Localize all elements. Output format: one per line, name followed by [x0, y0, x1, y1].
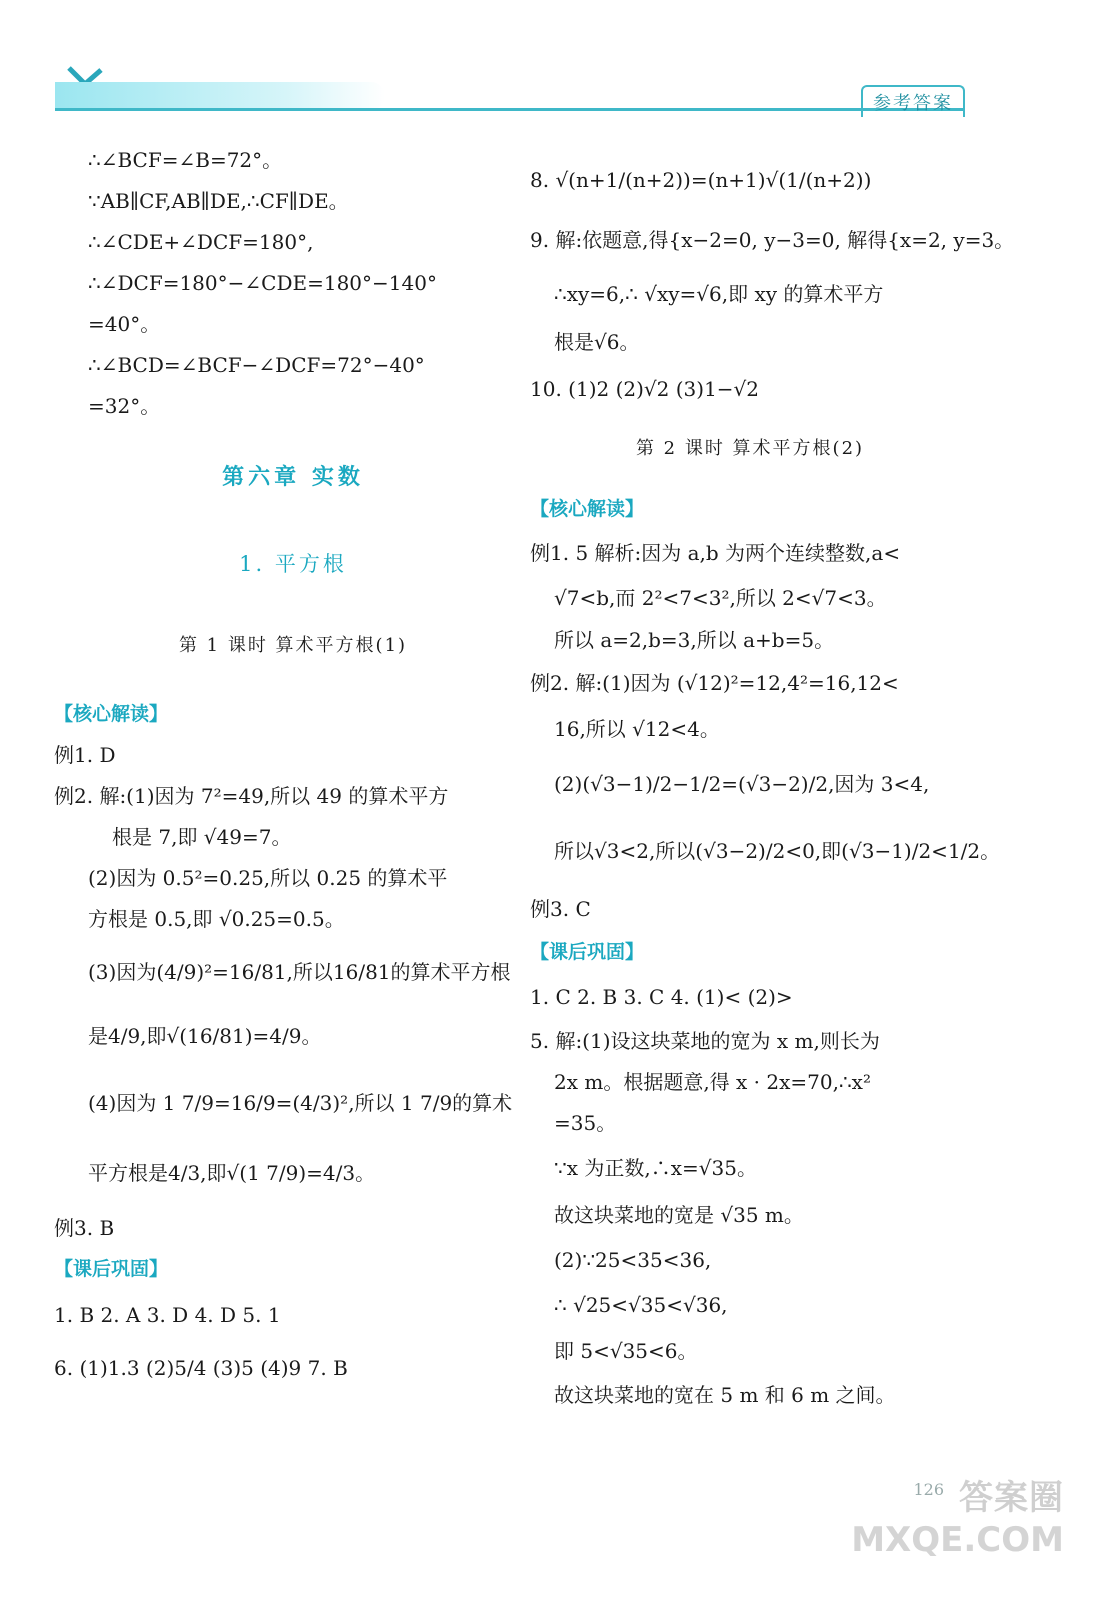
answer-5-line: 故这块菜地的宽是 √35 m。 [554, 1203, 804, 1227]
answer-5-line: ∴ √25<√35<√36, [554, 1293, 728, 1317]
text-line: =32°。 [88, 394, 161, 418]
answer-8: 8. √(n+1/(n+2))=(n+1)√(1/(n+2)) [530, 168, 872, 192]
answer-5-line: =35。 [554, 1111, 617, 1135]
example-2-line: (2)(√3−1)/2−1/2=(√3−2)/2,因为 3<4, [554, 772, 930, 796]
page-number: 126 [913, 1480, 944, 1499]
answer-5-line: 故这块菜地的宽在 5 m 和 6 m 之间。 [554, 1383, 896, 1407]
answer-5-line: ∵x 为正数,∴x=√35。 [554, 1156, 757, 1180]
answer-9-line: ∴xy=6,∴ √xy=√6,即 xy 的算术平方 [554, 282, 884, 306]
answer-9-line: 根是√6。 [554, 330, 640, 354]
text-line: ∴∠DCF=180°−∠CDE=180°−140° [88, 271, 437, 295]
answers-line: 1. C 2. B 3. C 4. (1)< (2)> [530, 985, 793, 1009]
after-class-tag: 【课后巩固】 [54, 1258, 169, 1280]
example-2-line: 根是 7,即 √49=7。 [112, 825, 292, 849]
example-2-line: (2)因为 0.5²=0.25,所以 0.25 的算术平 [88, 866, 448, 890]
text-line: =40°。 [88, 312, 161, 336]
text-line: ∵AB∥CF,AB∥DE,∴CF∥DE。 [88, 189, 349, 213]
example-2-line: 平方根是4/3,即√(1 7/9)=4/3。 [88, 1161, 376, 1185]
answer-10: 10. (1)2 (2)√2 (3)1−√2 [530, 377, 760, 401]
watermark-url: MXQE.COM [851, 1520, 1064, 1560]
example-1-line: 所以 a=2,b=3,所以 a+b=5。 [554, 628, 835, 652]
core-reading-tag: 【核心解读】 [530, 498, 645, 520]
text-line: ∴∠CDE+∠DCF=180°, [88, 230, 314, 254]
example-2-line: (4)因为 1 7/9=16/9=(4/3)²,所以 1 7/9的算术 [88, 1091, 513, 1115]
header-band [55, 82, 385, 110]
answer-5-line: 5. 解:(1)设这块菜地的宽为 x m,则长为 [530, 1029, 880, 1053]
example-1-line: 例1. 5 解析:因为 a,b 为两个连续整数,a< [530, 541, 901, 565]
answer-5-line: 2x m。根据题意,得 x · 2x=70,∴x² [554, 1070, 871, 1094]
answer-9: 9. 解:依题意,得{x−2=0, y−3=0, 解得{x=2, y=3。 [530, 228, 1015, 252]
answer-5-line: 即 5<√35<6。 [554, 1339, 698, 1363]
example-2-line: 16,所以 √12<4。 [554, 717, 720, 741]
answers-line: 6. (1)1.3 (2)5/4 (3)5 (4)9 7. B [54, 1356, 348, 1380]
example-1-line: √7<b,而 2²<7<3²,所以 2<√7<3。 [554, 586, 887, 610]
lesson-title: 第 1 课时 算术平方根(1) [178, 635, 408, 656]
watermark-logo: 答案圈 [959, 1478, 1064, 1518]
right-column [530, 140, 1015, 1416]
core-reading-tag: 【核心解读】 [54, 703, 169, 725]
example-2-line: 例2. 解:(1)因为 (√12)²=12,4²=16,12< [530, 671, 899, 695]
section-title: 1. 平方根 [239, 552, 347, 576]
page-header [55, 60, 965, 116]
example-2-line: 方根是 0.5,即 √0.25=0.5。 [88, 907, 345, 931]
example-1: 例1. D [54, 743, 116, 767]
header-tag: 参考答案 [861, 85, 965, 117]
example-2-line: 所以√3<2,所以(√3−2)/2<0,即(√3−1)/2<1/2。 [554, 839, 1001, 863]
answer-5-line: (2)∵25<35<36, [554, 1248, 712, 1272]
text-line: ∴∠BCD=∠BCF−∠DCF=72°−40° [88, 353, 425, 377]
header-rule [55, 108, 965, 111]
example-3: 例3. C [530, 897, 591, 921]
lesson-title: 第 2 课时 算术平方根(2) [635, 438, 865, 459]
answers-line: 1. B 2. A 3. D 4. D 5. 1 [54, 1303, 281, 1327]
after-class-tag: 【课后巩固】 [530, 941, 645, 963]
example-2-line: (3)因为(4/9)²=16/81,所以16/81的算术平方根 [88, 960, 511, 984]
example-3: 例3. B [54, 1216, 115, 1240]
text-line: ∴∠BCF=∠B=72°。 [88, 148, 283, 172]
chapter-title: 第六章 实数 [222, 465, 364, 490]
example-2-line: 是4/9,即√(16/81)=4/9。 [88, 1024, 322, 1048]
left-column [54, 140, 528, 1396]
example-2-line: 例2. 解:(1)因为 7²=49,所以 49 的算术平方 [54, 784, 449, 808]
